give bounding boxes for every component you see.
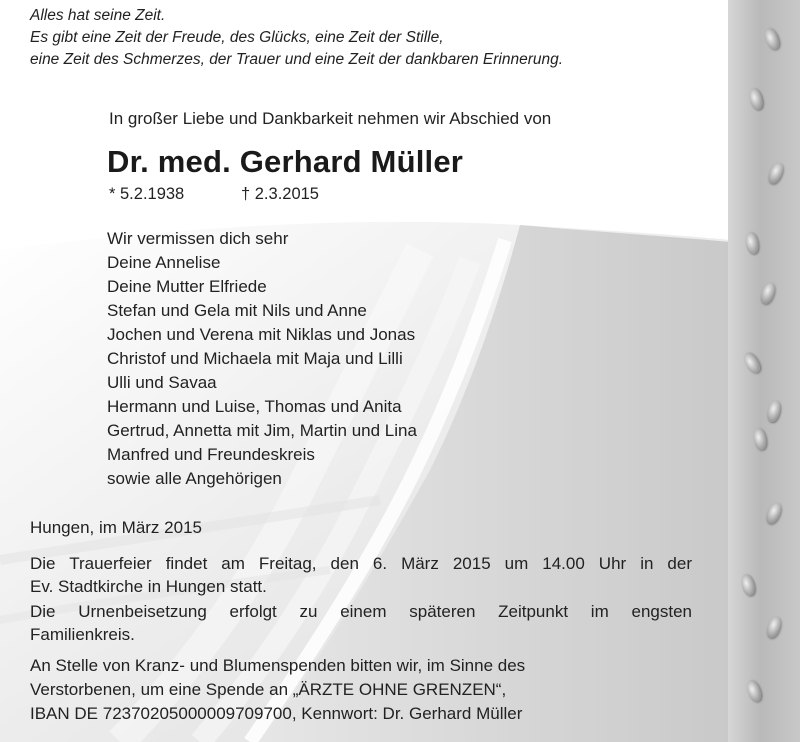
mourner-line: sowie alle Angehörigen (107, 469, 282, 488)
footprint-icon (744, 231, 760, 255)
mourner-line: Manfred und Freundeskreis (107, 445, 315, 464)
deceased-name: Dr. med. Gerhard Müller (107, 144, 464, 179)
mourner-line: Christof und Michaela mit Maja und Lilli (107, 349, 403, 368)
mourner-line: Ulli und Savaa (107, 373, 217, 392)
death-date: † 2.3.2015 (241, 185, 319, 203)
footprint-icon (739, 573, 756, 597)
urn-paragraph (30, 600, 692, 646)
footprint-icon (766, 160, 786, 185)
footprint-icon (763, 27, 782, 52)
verse-line: eine Zeit des Schmerzes, der Trauer und eine Zeit der dankbaren Erinnerung. (30, 51, 564, 68)
verse-line: Alles hat seine Zeit. (30, 7, 166, 24)
mourner-line: Hermann und Luise, Thomas und Anita (107, 397, 402, 416)
footprint-icon (765, 399, 782, 423)
mourner-line: Stefan und Gela mit Nils und Anne (107, 301, 367, 320)
place-date: Hungen, im März 2015 (30, 518, 202, 537)
footprint-icon (752, 427, 768, 451)
footprint-icon (764, 500, 784, 525)
footprint-icon (745, 679, 764, 704)
mourner-line: Gertrud, Annetta mit Jim, Martin und Lina (107, 421, 417, 440)
urn-line: Familienkreis. (30, 625, 135, 644)
funeral-paragraph (30, 552, 692, 598)
mourner-line: Jochen und Verena mit Niklas und Jonas (107, 325, 416, 344)
verse-line: Es gibt eine Zeit der Freude, des Glücks, eine Zeit der Stille, (30, 29, 444, 46)
donation-line: Verstorbenen, um eine Spende an „ÄRZTE OHNE GRENZEN“, (30, 680, 507, 699)
funeral-line: Die Trauerfeier findet am Freitag, den 6. März 2015 um 14.00 Uhr in der (30, 554, 692, 573)
mourner-line: Deine Annelise (107, 253, 221, 272)
mourner-line: Wir vermissen dich sehr (107, 229, 289, 248)
mourner-line: Deine Mutter Elfriede (107, 277, 267, 296)
sand-strip-image (728, 0, 800, 742)
funeral-line: Ev. Stadtkirche in Hungen statt. (30, 577, 267, 596)
footprint-icon (765, 615, 784, 640)
birth-date: * 5.2.1938 (109, 185, 185, 203)
intro-text: In großer Liebe und Dankbarkeit nehmen wir Abschied von (109, 109, 552, 128)
donation-line: IBAN DE 72370205000009709700, Kennwort: Dr. Gerhard Müller (30, 704, 523, 723)
footprint-icon (741, 350, 762, 375)
urn-line: Die Urnenbeisetzung erfolgt zu einem späteren Zeitpunkt im engsten (30, 602, 692, 621)
footprint-icon (759, 281, 778, 306)
donation-line: An Stelle von Kranz- und Blumenspenden bitten wir, im Sinne des (30, 656, 526, 675)
footprint-icon (747, 87, 764, 111)
